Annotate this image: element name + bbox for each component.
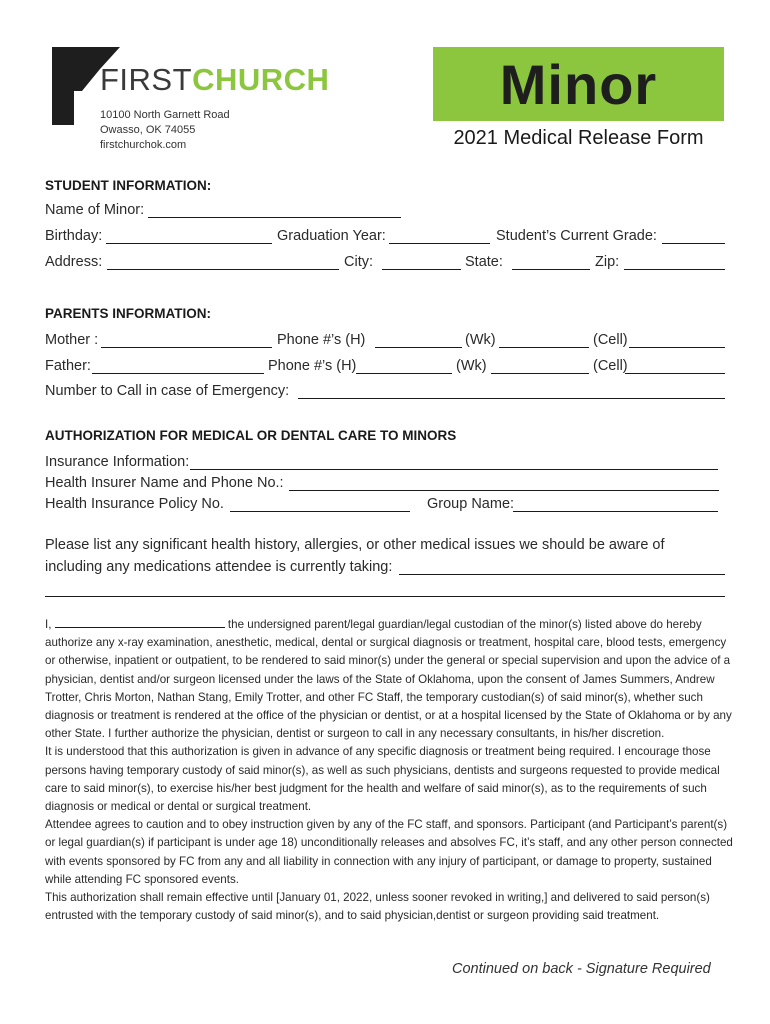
father-phone-work-label: (Wk) (456, 358, 487, 374)
policy-number-field[interactable] (230, 511, 410, 512)
mother-phone-work-label: (Wk) (465, 332, 496, 348)
guardian-name-field[interactable] (55, 616, 225, 628)
group-name-field[interactable] (513, 511, 718, 512)
mother-row (45, 332, 735, 352)
mother-phone-home-field[interactable] (375, 347, 462, 348)
consent-paragraph-1-text: the undersigned parent/legal guardian/legal custodian of the minor(s) listed above do hereby authorize any x-ray examination, anesthetic, medical, dental or surgical diagnosis or treatment, hospital care, blood tests, emergency or otherwise, inpatient or outpatient, to be rendered to said minor(s) under the general or special supervision and upon the advice of a physician, dentist and/or surgeon licensed under the laws of the State of Oklahoma, upon the consent of James Summers, Andrew Trotter, Chris Morton, Nathan Stang, Emily Trotter, and other FC Staff, the temporary custodian(s) of said minor(s), whether such diagnosis or treatment is rendered at the office of the physician or dentist, or at a hospital licensed by the State of Oklahoma or by any other State. I further authorize the physician, dentist or surgeon to call in any necessary consultants, in his/her discretion. (45, 618, 732, 741)
health-history-prompt-1: Please list any significant health history, allergies, or other medical issues we should be aware of (45, 537, 665, 553)
health-history-row (45, 559, 735, 579)
graduation-year-label: Graduation Year: (277, 228, 386, 244)
father-phone-cell-label: (Cell) (593, 358, 628, 374)
form-title: 2021 Medical Release Form (453, 127, 704, 149)
emergency-row (45, 383, 735, 403)
consent-text (45, 616, 735, 925)
birthday-label: Birthday: (45, 228, 103, 244)
parents-info-heading: PARENTS INFORMATION: (45, 306, 211, 321)
church-logo-text: FIRSTCHURCH (100, 62, 330, 97)
address-field[interactable] (107, 269, 339, 270)
health-history-field-2[interactable] (45, 596, 725, 597)
state-label: State: (465, 254, 503, 270)
authorization-heading: AUTHORIZATION FOR MEDICAL OR DENTAL CARE TO MINORS (45, 428, 457, 443)
father-phone-home-label: Phone #’s (H) (268, 358, 357, 374)
consent-intro: I, (45, 618, 52, 631)
health-history-field[interactable] (399, 574, 725, 575)
insurance-info-label: Insurance Information: (45, 454, 190, 470)
insurer-label: Health Insurer Name and Phone No.: (45, 475, 284, 491)
mother-name-field[interactable] (101, 347, 272, 348)
city-label: City: (344, 254, 373, 270)
address-line-2: Owasso, OK 74055 (100, 124, 196, 136)
father-phone-home-field[interactable] (356, 373, 452, 374)
church-address (100, 108, 230, 153)
insurer-field[interactable] (289, 490, 719, 491)
mother-phone-home-label: Phone #’s (H) (277, 332, 366, 348)
address-label: Address: (45, 254, 103, 270)
current-grade-field[interactable] (662, 243, 725, 244)
consent-paragraph-1 (45, 616, 735, 743)
policy-row (45, 496, 735, 516)
father-name-field[interactable] (92, 373, 264, 374)
emergency-number-field[interactable] (298, 398, 725, 399)
address-row (45, 254, 735, 274)
mother-label: Mother : (45, 332, 99, 348)
address-line-1: 10100 North Garnett Road (100, 109, 230, 121)
group-name-label: Group Name: (427, 496, 515, 512)
consent-paragraph-4: This authorization shall remain effective until [January 01, 2022, unless sooner revoked in writing,] and delivered to said person(s) entrusted with the temporary custody of said minor(s), and to said physician,dentist or surgeon providing said treatment. (45, 891, 710, 923)
emergency-number-label: Number to Call in case of Emergency: (45, 383, 290, 399)
city-field[interactable] (382, 269, 461, 270)
state-field[interactable] (512, 269, 590, 270)
current-grade-label: Student’s Current Grade: (496, 228, 657, 244)
minor-name-label: Name of Minor: (45, 202, 145, 218)
birthday-field[interactable] (106, 243, 272, 244)
insurance-row (45, 454, 735, 474)
insurer-row (45, 475, 735, 495)
father-label: Father: (45, 358, 91, 374)
health-history-prompt-2: including any medications attendee is currently taking: (45, 559, 393, 575)
father-phone-cell-field[interactable] (625, 373, 725, 374)
continued-note: Continued on back - Signature Required (452, 961, 711, 977)
minor-name-row (45, 202, 735, 222)
father-phone-work-field[interactable] (491, 373, 589, 374)
mother-phone-work-field[interactable] (499, 347, 589, 348)
zip-field[interactable] (624, 269, 725, 270)
birthday-row (45, 228, 735, 248)
policy-number-label: Health Insurance Policy No. (45, 496, 224, 512)
mother-phone-cell-field[interactable] (629, 347, 725, 348)
consent-paragraph-3: Attendee agrees to caution and to obey instruction given by any of the FC staff, and sponsors. Participant (and Participant’s parent(s) or legal guardian(s) if participant is under age 18) unconditionally releases and absolves FC, it’s staff, and any other person connected with events sponsored by FC from any and all liability in connection with any injury of participant, or damage to property, sustained while attending FC sponsored events. (45, 818, 733, 886)
graduation-year-field[interactable] (389, 243, 490, 244)
mother-phone-cell-label: (Cell) (593, 332, 628, 348)
student-info-heading: STUDENT INFORMATION: (45, 178, 212, 193)
consent-paragraph-2: It is understood that this authorization is given in advance of any specific diagnosis or treatment being required. I encourage those persons having temporary custody of said minor(s), as well as such physicians, dentists and surgeons requested to provide medical care to said minor(s), to exercise his/her best judgment for the health and welfare of said minor(s), as to the requirements of such diagnosis or medical or dental or surgical treatment. (45, 745, 720, 814)
zip-label: Zip: (595, 254, 620, 270)
insurance-info-field[interactable] (190, 469, 718, 470)
church-website: firstchurchok.com (100, 139, 187, 151)
minor-name-field[interactable] (148, 217, 401, 218)
father-row (45, 358, 735, 378)
minor-badge-label: Minor (499, 53, 658, 116)
